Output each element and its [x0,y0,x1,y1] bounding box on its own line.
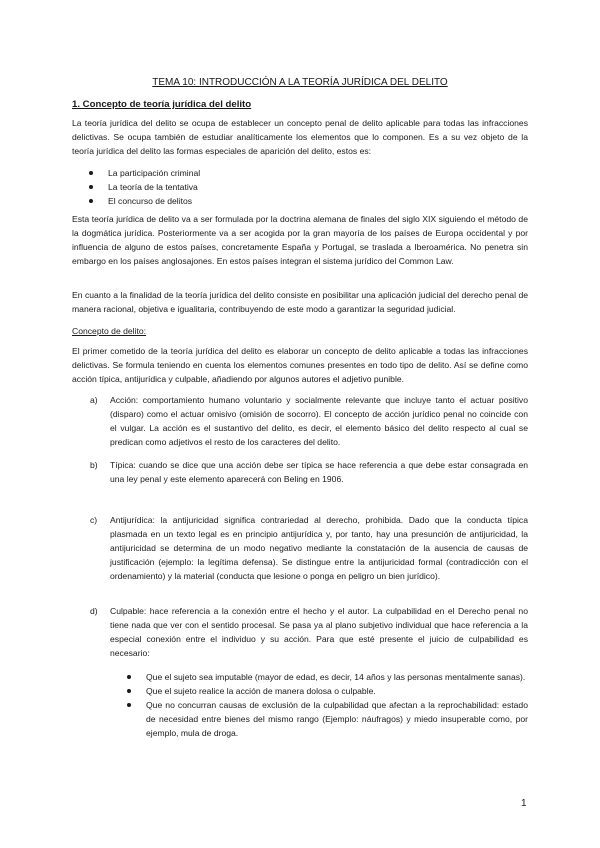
item-marker: a) [90,395,98,405]
bullet-list [72,166,512,208]
paragraph-intro: La teoría jurídica del delito se ocupa de establecer un concepto penal de delito aplicable para todas las infracciones delictivas. Se ocupa también de estudiar analíticamente los elementos que lo componen. Es a su vez objeto de la teoría jurídica del delito las formas especiales de aparición del delito, estos es: [72,118,528,156]
paragraph-concepto: El primer cometido de la teoría jurídica del delito es elaborar un concepto de delito aplicable a todas las infracciones delictivas. Se formula teniendo en cuenta los elementos comunes presentes en todo tipo de delito. Así se define como acción típica, antijurídica y culpable, añadiendo por algunos autores el adjetivo punible. [72,346,528,384]
list-item: El concurso de delitos [72,194,512,208]
list-item: Que no concurran causas de exclusión de la culpabilidad que afectan a la reprochabilidad: estado de necesidad entre bienes del mismo rango (Ejemplo: náufragos) y miedo insuperable como, por ejemplo, mula de droga. [110,698,528,740]
paragraph-history: Esta teoría jurídica de delito va a ser formulada por la doctrina alemana de finales del siglo XIX siguiendo el método de la dogmática jurídica. Posteriormente va a ser acogida por la gran mayoría de los países de Europa occidental y por influencia de alguno de estos países, concretamente España y Portugal, se traslada a Iberoamérica. No penetra sin embargo en los países anglosajones. En estos países integran el sistema jurídico del Common Law. [72,214,528,266]
list-item: Que el sujeto realice la acción de manera dolosa o culpable. [110,684,528,698]
list-item: La participación criminal [72,166,512,180]
page-title: TEMA 10: INTRODUCCIÓN A LA TEORÍA JURÍDICA DEL DELITO [152,77,448,88]
paragraph-purpose: En cuanto a la finalidad de la teoría jurídica del delito consiste en posibilitar una aplicación judicial del derecho penal de manera racional, objetiva e igualitaria, contribuyendo de este modo a garantizar la seguridad judicial. [72,290,528,314]
section-heading: 1. Concepto de teoría jurídica del delito [72,99,252,110]
sub-bullet-list [110,670,528,740]
list-item: Que el sujeto sea imputable (mayor de edad, es decir, 14 años y las personas mentalmente sanas). [110,670,528,684]
subheading-concepto: Concepto de delito: [72,326,147,336]
item-marker: c) [90,515,98,525]
item-marker: d) [90,606,98,616]
item-text: Típica: cuando se dice que una acción debe ser típica se hace referencia a que debe estar consagrada en una ley penal y este elemento aparecerá con Beling en 1906. [110,460,528,484]
page-number: 1 [521,798,527,809]
item-text: Acción: comportamiento humano voluntario y socialmente relevante que incluye tanto el actuar positivo (disparo) como el actuar omisivo (omisión de socorro). El concepto de acción jurídico penal no coincide con el vulgar. La acción es el sustantivo del delito, es decir, el elemento básico del delito respecto al cual se predican como adjetivos el resto de los caracteres del delito. [110,395,528,447]
item-marker: b) [90,460,98,470]
item-text: Culpable: hace referencia a la conexión entre el hecho y el autor. La culpabilidad en el Derecho penal no tiene nada que ver con el sentido procesal. Se pasa ya al plano subjetivo individual que hace referencia a la especial conexión entre el individuo y su acción. Para que esté presente el juicio de culpabilidad es necesario: [110,606,528,658]
item-text: Antijurídica: la antijuricidad significa contrariedad al derecho, prohibida. Dado que la conducta típica plasmada en un texto legal es en principio antijurídica y, por tanto, hay una presunción de antijuricidad, la antijuricidad se determina de un modo negativo mediante la constatación de la ausencia de causas de justificación (ejemplo: la legítima defensa). Se distingue entre la antijuricidad formal (contradicción con el ordenamiento) y la material (conducta que lesione o ponga en peligro un bien jurídico). [110,515,528,581]
list-item: La teoría de la tentativa [72,180,512,194]
